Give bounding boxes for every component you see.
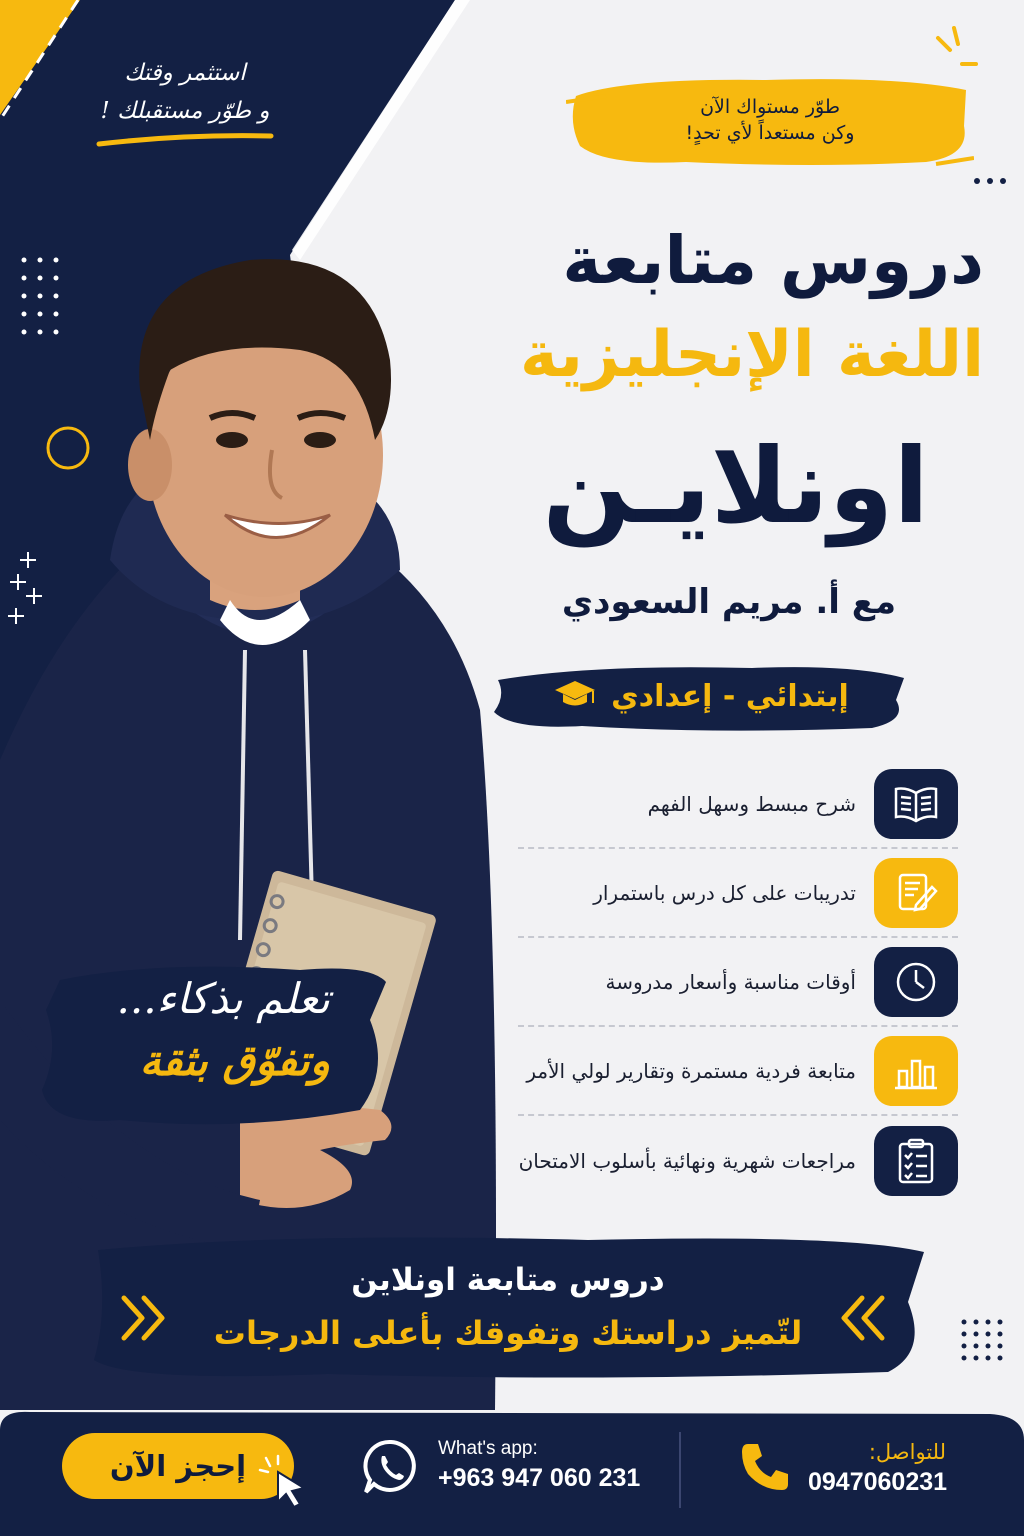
- graduation-cap-icon: [553, 679, 597, 713]
- checklist-clipboard-icon: [874, 1126, 958, 1196]
- slogan-line-2: وتفوّق بثقة: [139, 1036, 330, 1085]
- footer-divider: [679, 1432, 681, 1508]
- features-list: [518, 760, 958, 1205]
- feature-item: [518, 849, 958, 938]
- feature-item: [518, 1116, 958, 1205]
- contact-label: للتواصل:: [868, 1440, 946, 1464]
- levels-banner: [492, 660, 910, 732]
- tag-line-2: وكن مستعداً لأي تحدٍ!: [685, 122, 855, 144]
- top-right-brush-tag: [566, 66, 974, 174]
- feature-item: [518, 938, 958, 1027]
- headline-line-3: اونلايـن: [542, 425, 929, 547]
- teacher-name: مع أ. مريم السعودي: [561, 582, 896, 622]
- feature-item: [518, 1027, 958, 1116]
- three-dots-decor: [972, 176, 1012, 186]
- slogan-block: [40, 960, 390, 1130]
- dot-grid-right: [960, 1318, 1008, 1366]
- dot-pattern-left: [20, 256, 68, 336]
- top-left-tagline: [70, 54, 300, 148]
- feature-item: [518, 760, 958, 849]
- tagline-line-1: استثمر وقتك: [124, 60, 246, 86]
- slogan-line-1: تعلم بذكاء...: [116, 974, 330, 1023]
- banner-line-1: دروس متابعة اونلاين: [351, 1262, 665, 1298]
- headline-line-2: اللغة الإنجليزية: [520, 318, 984, 392]
- feature-text: متابعة فردية مستمرة وتقارير لولي الأمر: [526, 1058, 856, 1083]
- feature-text: أوقات مناسبة وأسعار مدروسة: [605, 969, 856, 994]
- whatsapp-icon: [362, 1438, 420, 1496]
- yellow-underline-stroke: [95, 132, 275, 148]
- tag-line-1: طوّر مستواك الآن: [700, 96, 840, 118]
- cursor-click-icon: [258, 1454, 312, 1510]
- navy-brush-banner-shape: [88, 1232, 928, 1380]
- whatsapp-label: What's app:: [438, 1438, 538, 1459]
- book-now-label: إحجز الآن: [109, 1449, 247, 1483]
- feature-text: تدريبات على كل درس باستمرار: [593, 880, 856, 905]
- phone-icon: [738, 1440, 792, 1494]
- plus-signs-decor: [4, 548, 48, 634]
- contact-number[interactable]: 0947060231: [808, 1468, 948, 1496]
- headline-line-1: دروس متابعة: [562, 222, 984, 299]
- clock-icon: [874, 947, 958, 1017]
- spark-lines-decor: [932, 24, 980, 74]
- circle-outline-decor: [44, 424, 92, 472]
- open-book-icon: [874, 769, 958, 839]
- tagline-line-2: و طوّر مستقبلك !: [100, 98, 270, 124]
- whatsapp-number[interactable]: +963 947 060 231: [438, 1464, 641, 1492]
- bar-chart-icon: [874, 1036, 958, 1106]
- bottom-banner: [88, 1232, 928, 1380]
- levels-label: إبتدائي - إعدادي: [611, 678, 849, 714]
- feature-text: مراجعات شهرية ونهائية بأسلوب الامتحان: [518, 1148, 856, 1173]
- feature-text: شرح مبسط وسهل الفهم: [647, 791, 856, 816]
- edit-document-icon: [874, 858, 958, 928]
- banner-line-2: لتّميز دراستك وتفوقك بأعلى الدرجات: [213, 1314, 803, 1352]
